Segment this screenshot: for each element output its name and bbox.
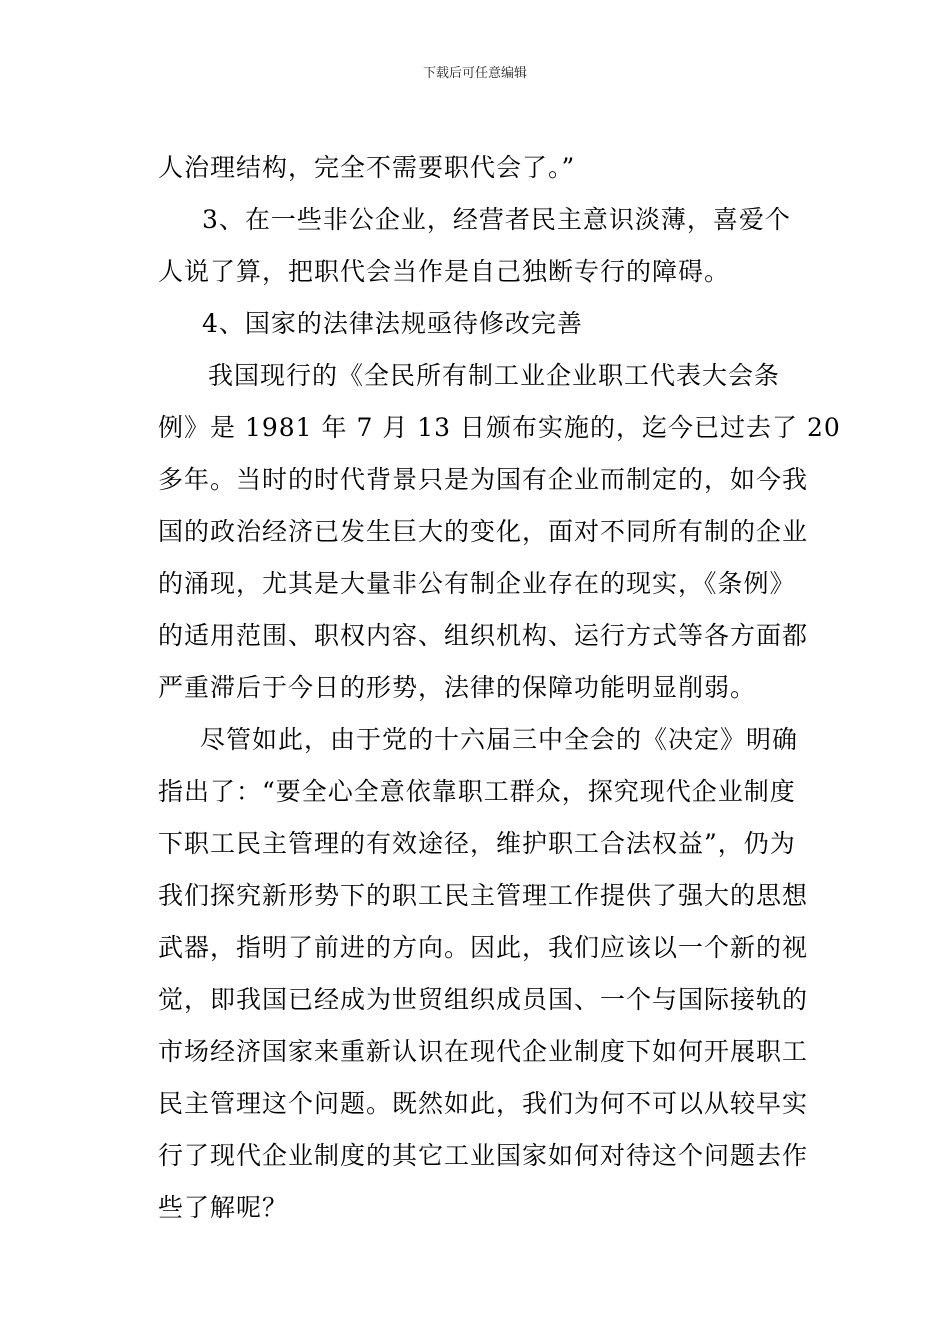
text-line: 下职工民主管理的有效途径，维护职工合法权益”，仍为 <box>158 829 796 858</box>
document-body <box>158 142 841 1234</box>
text-line: 多年。当时的时代背景只是为国有企业而制定的，如今我 <box>158 465 809 494</box>
text-line: 武器，指明了前进的方向。因此，我们应该以一个新的视 <box>158 933 809 962</box>
text-line: 人治理结构，完全不需要职代会了。” <box>158 153 576 182</box>
text-line: 市场经济国家来重新认识在现代企业制度下如何开展职工 <box>158 1037 809 1066</box>
text-line: 的适用范围、职权内容、组织机构、运行方式等各方面都 <box>158 621 809 650</box>
text-line: 例》是 1981 年 7 月 13 日颁布实施的，迄今已过去了 20 <box>158 413 841 442</box>
text-line: 些了解呢？ <box>158 1193 289 1222</box>
page-header: 下载后可任意编辑 <box>422 66 527 81</box>
text-line: 觉，即我国已经成为世贸组织成员国、一个与国际接轨的 <box>158 985 809 1014</box>
text-line: 4、国家的法律法规亟待修改完善 <box>202 309 583 338</box>
text-line: 民主管理这个问题。既然如此，我们为何不可以从较早实 <box>158 1089 809 1118</box>
text-line: 行了现代企业制度的其它工业国家如何对待这个问题去作 <box>158 1141 809 1170</box>
text-line: 指出了：“要全心全意依靠职工群众，探究现代企业制度 <box>158 777 796 806</box>
text-line: 我国现行的《全民所有制工业企业职工代表大会条 <box>208 361 781 390</box>
text-line: 我们探究新形势下的职工民主管理工作提供了强大的思想 <box>158 881 809 910</box>
text-line: 3、在一些非公企业，经营者民主意识淡薄，喜爱个 <box>202 205 791 234</box>
text-line: 严重滞后于今日的形势，法律的保障功能明显削弱。 <box>158 673 757 702</box>
text-line: 的涌现，尤其是大量非公有制企业存在的现实，《条例》 <box>158 569 796 598</box>
text-line: 人说了算，把职代会当作是自己独断专行的障碍。 <box>158 257 731 286</box>
text-line: 国的政治经济已发生巨大的变化，面对不同所有制的企业 <box>158 517 809 546</box>
text-line: 尽管如此，由于党的十六届三中全会的《决定》明确 <box>200 725 799 754</box>
